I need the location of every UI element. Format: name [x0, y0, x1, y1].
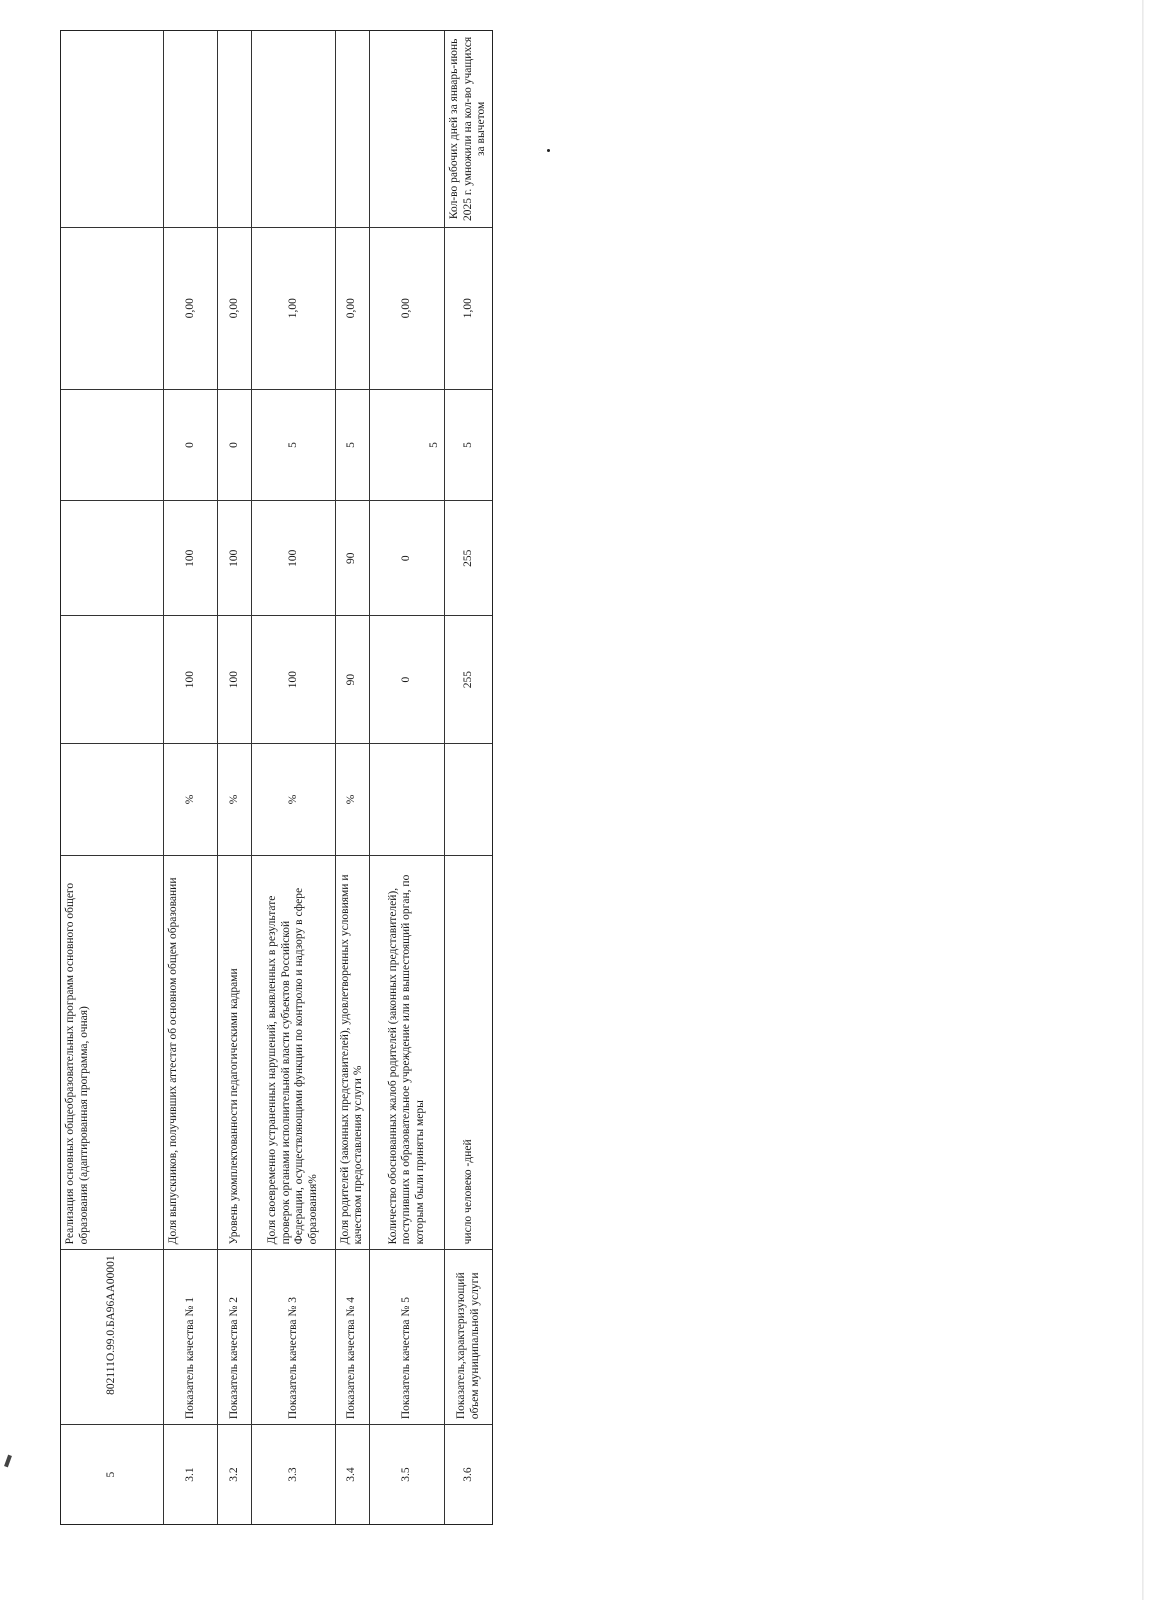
deviation-value: 5 [252, 389, 335, 501]
header-empty-cell [61, 389, 163, 501]
row-number: 3.5 [370, 1424, 445, 1524]
unit-cell [370, 743, 445, 855]
scan-mark [4, 1455, 12, 1468]
row-number: 3.6 [445, 1424, 492, 1524]
fact-value: 100 [164, 500, 217, 615]
indicator-label: Показатель качества № 2 [218, 1249, 251, 1424]
note-cell: Кол-во рабочих дней за январь-июнь 2025 г. умножили на кол-во учащихся за вычетом [448, 36, 488, 221]
plan-value: 90 [336, 615, 369, 743]
header-service-code: 802111О.99.0.БА96АА00001 [61, 1249, 163, 1424]
table-row [445, 31, 492, 1524]
row-number: 3.3 [252, 1424, 335, 1524]
scan-speck [547, 149, 550, 152]
unit-cell: % [252, 743, 335, 855]
header-empty-cell [61, 227, 163, 389]
indicator-label: Показатель качества № 3 [252, 1249, 335, 1424]
fact-value: 90 [336, 500, 369, 615]
plan-value: 100 [164, 615, 217, 743]
note-cell [336, 31, 369, 227]
deviation-value: 5 [370, 389, 445, 501]
header-service-name: Реализация основных общеобразовательных программ основного общего образования (адаптированная программа, очная) [61, 855, 163, 1249]
fact-value: 100 [252, 500, 335, 615]
header-empty-cell [61, 500, 163, 615]
row-number: 3.4 [336, 1424, 369, 1524]
header-empty-cell [61, 743, 163, 855]
fact-value: 255 [445, 500, 492, 615]
deviation-value: 0 [218, 389, 251, 501]
note-cell [370, 31, 445, 227]
percent-value: 1,00 [252, 227, 335, 389]
fact-value: 100 [218, 500, 251, 615]
indicator-label: Показатель качества № 4 [336, 1249, 369, 1424]
plan-value: 100 [218, 615, 251, 743]
indicator-label: Показатель,характеризующий объем муниципальной услуги [445, 1249, 492, 1424]
indicator-label: Показатель качества № 1 [164, 1249, 217, 1424]
indicator-description: Доля выпускников, получивших аттестат об основном общем образовании [164, 855, 217, 1249]
percent-value: 0,00 [218, 227, 251, 389]
indicator-description: Уровень укомплектованности педагогическими кадрами [218, 855, 251, 1249]
table-row [252, 31, 336, 1524]
header-number: 5 [61, 1424, 163, 1524]
unit-cell: % [336, 743, 369, 855]
deviation-value: 0 [164, 389, 217, 501]
indicator-description: Доля своевременно устраненных нарушений, выявленных в результате проверок органами исполнительной власти субъектов Российской Федерации, осуществляющими функции по контролю и надзору в сфере образования% [252, 855, 335, 1249]
note-cell [164, 31, 217, 227]
unit-cell [445, 743, 492, 855]
indicator-description: число человеко -дней [445, 855, 492, 1249]
deviation-value: 5 [336, 389, 369, 501]
note-cell [218, 31, 251, 227]
header-empty-cell [61, 615, 163, 743]
row-number: 3.1 [164, 1424, 217, 1524]
percent-value: 1,00 [445, 227, 492, 389]
row-number: 3.2 [218, 1424, 251, 1524]
unit-cell: % [218, 743, 251, 855]
header-empty-cell [61, 31, 163, 227]
plan-value: 255 [445, 615, 492, 743]
indicator-label: Показатель качества № 5 [370, 1249, 445, 1424]
plan-value: 100 [252, 615, 335, 743]
table-row [336, 31, 370, 1524]
note-cell [252, 31, 335, 227]
percent-value: 0,00 [336, 227, 369, 389]
percent-value: 0,00 [164, 227, 217, 389]
plan-value: 0 [370, 615, 445, 743]
percent-value: 0,00 [370, 227, 445, 389]
indicator-description: Количество обоснованных жалоб родителей (законных представителей), поступивших в образовательное учреждение или в вышестоящий орган, по которым были приняты меры [370, 855, 445, 1249]
deviation-value: 5 [445, 389, 492, 501]
unit-cell: % [164, 743, 217, 855]
table-row [370, 31, 446, 1524]
table-row [164, 31, 218, 1524]
table-row [218, 31, 252, 1524]
scan-edge [1142, 0, 1144, 1600]
table-header-row [61, 31, 164, 1524]
service-indicators-table [60, 30, 493, 1525]
fact-value: 0 [370, 500, 445, 615]
indicator-description: Доля родителей (законных представителей), удовлетворенных условиями и качеством предоставления услуги % [336, 855, 369, 1249]
